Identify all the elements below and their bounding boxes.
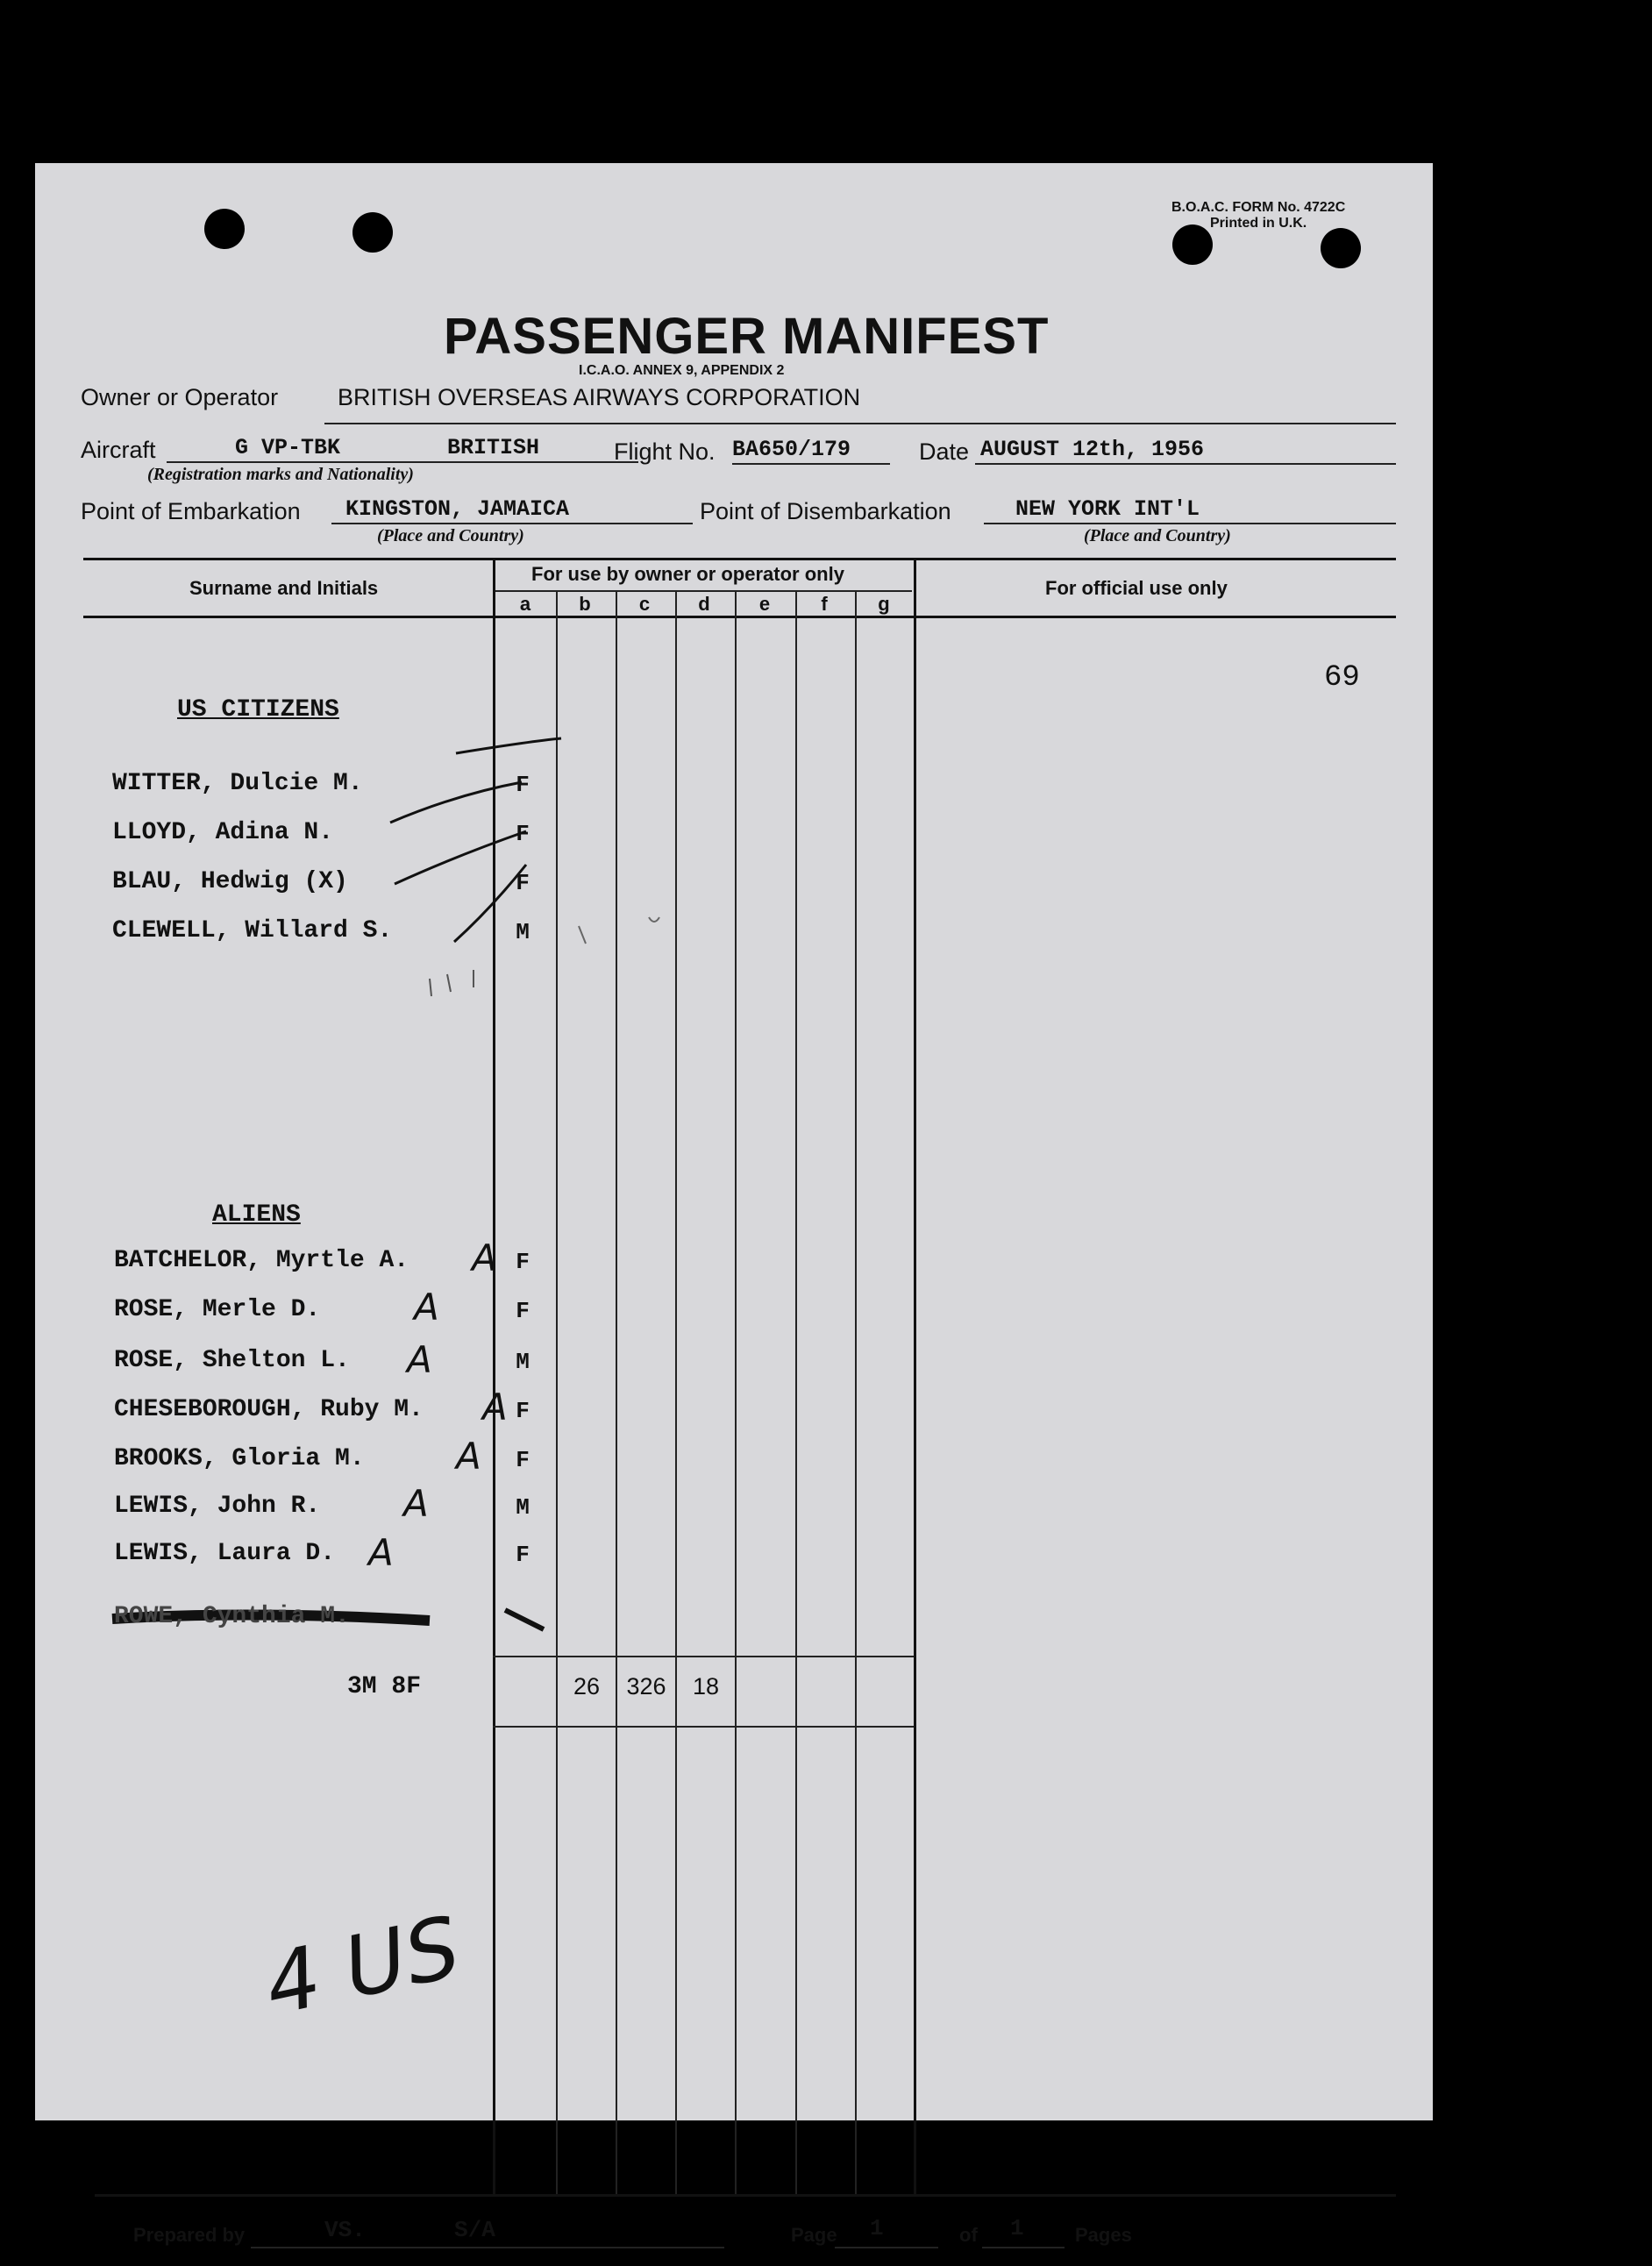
flight-value: BA650/179 [732,437,851,462]
passenger-sex: M [516,1349,530,1375]
aliens-heading: ALIENS [212,1201,301,1229]
embark-note: (Place and Country) [377,526,524,545]
disembark-note: (Place and Country) [1084,526,1231,545]
column-e-header: e [758,593,771,615]
passenger-name: BLAU, Hedwig (X) [112,868,348,895]
page-total: 1 [1010,2215,1024,2241]
column-a-header: a [519,593,531,615]
passenger-name: LEWIS, Laura D. [114,1540,336,1567]
passenger-name: BATCHELOR, Myrtle A. [114,1247,409,1274]
total-c: 326 [626,1673,666,1700]
passenger-sex: F [516,870,530,896]
column-b-header: b [579,593,591,615]
struck-passenger-name: ROWE, Cynthia M. [114,1603,350,1630]
passenger-name: LEWIS, John R. [114,1493,321,1520]
alien-mark: A [456,1435,481,1478]
passenger-name: CLEWELL, Willard S. [112,917,393,944]
passenger-sex: M [516,1494,530,1521]
embark-label: Point of Embarkation [81,498,301,524]
embark-value: KINGSTON, JAMAICA [345,496,570,522]
alien-mark: A [472,1236,497,1279]
aircraft-value: G VP-TBK [235,435,341,460]
alien-mark: A [414,1286,439,1329]
flight-label: Flight No. [614,438,716,465]
prepared-value: VS. [324,2217,366,2243]
disembark-value: NEW YORK INT'L [1015,496,1200,522]
passenger-sex: F [516,1298,530,1324]
printed-note: Printed in U.K. [1210,216,1307,231]
disembark-label: Point of Disembarkation [700,498,951,524]
passenger-sex: F [516,1398,530,1424]
passenger-name: WITTER, Dulcie M. [112,770,363,797]
handwritten-note: 4 US [256,1898,469,2034]
official-header: For official use only [1045,577,1228,599]
page-label: Page [791,2224,837,2246]
date-value: AUGUST 12th, 1956 [980,437,1205,462]
total-b: 26 [573,1673,601,1700]
passenger-sex: F [516,1447,530,1473]
owner-value: BRITISH OVERSEAS AIRWAYS CORPORATION [338,384,861,410]
date-label: Date [919,438,970,465]
passenger-sex: F [516,1249,530,1275]
handwritten-strokes-icon [35,163,1433,2120]
column-g-header: g [878,593,890,615]
passenger-name: ROSE, Merle D. [114,1296,321,1323]
passenger-sex: F [516,1542,530,1568]
aircraft-note: (Registration marks and Nationality) [147,465,414,484]
alien-mark: A [407,1338,432,1381]
column-d-header: d [698,593,710,615]
page-subtitle: I.C.A.O. ANNEX 9, APPENDIX 2 [579,363,785,378]
column-f-header: f [821,593,828,615]
column-c-header: c [638,593,651,615]
totals-label: 3M 8F [347,1673,422,1700]
passenger-name: BROOKS, Gloria M. [114,1445,365,1472]
manifest-page [35,163,1433,2246]
passenger-sex: F [516,772,530,798]
page-title: PASSENGER MANIFEST [444,308,1050,365]
of-label: of [959,2224,978,2246]
passenger-name: CHESEBOROUGH, Ruby M. [114,1396,424,1423]
alien-mark: A [482,1386,508,1429]
owner-label: Owner or Operator [81,384,279,410]
official-page-mark: 69 [1324,661,1360,695]
operator-header: For use by owner or operator only [531,563,844,585]
us-citizens-heading: US CITIZENS [177,696,339,723]
pages-label: Pages [1075,2224,1132,2246]
alien-mark: A [403,1482,429,1525]
passenger-sex: M [516,919,530,945]
form-number: B.O.A.C. FORM No. 4722C [1171,200,1346,215]
page-number: 1 [870,2215,884,2241]
prepared-value-2: S/A [454,2217,495,2243]
total-d: 18 [692,1673,720,1700]
nationality-value: BRITISH [447,435,540,460]
passenger-name: LLOYD, Adina N. [112,819,334,846]
surname-header: Surname and Initials [189,577,379,599]
aircraft-label: Aircraft [81,437,156,463]
passenger-sex: F [516,821,530,847]
prepared-label: Prepared by [133,2224,246,2246]
passenger-name: ROSE, Shelton L. [114,1347,350,1374]
alien-mark: A [368,1531,394,1574]
